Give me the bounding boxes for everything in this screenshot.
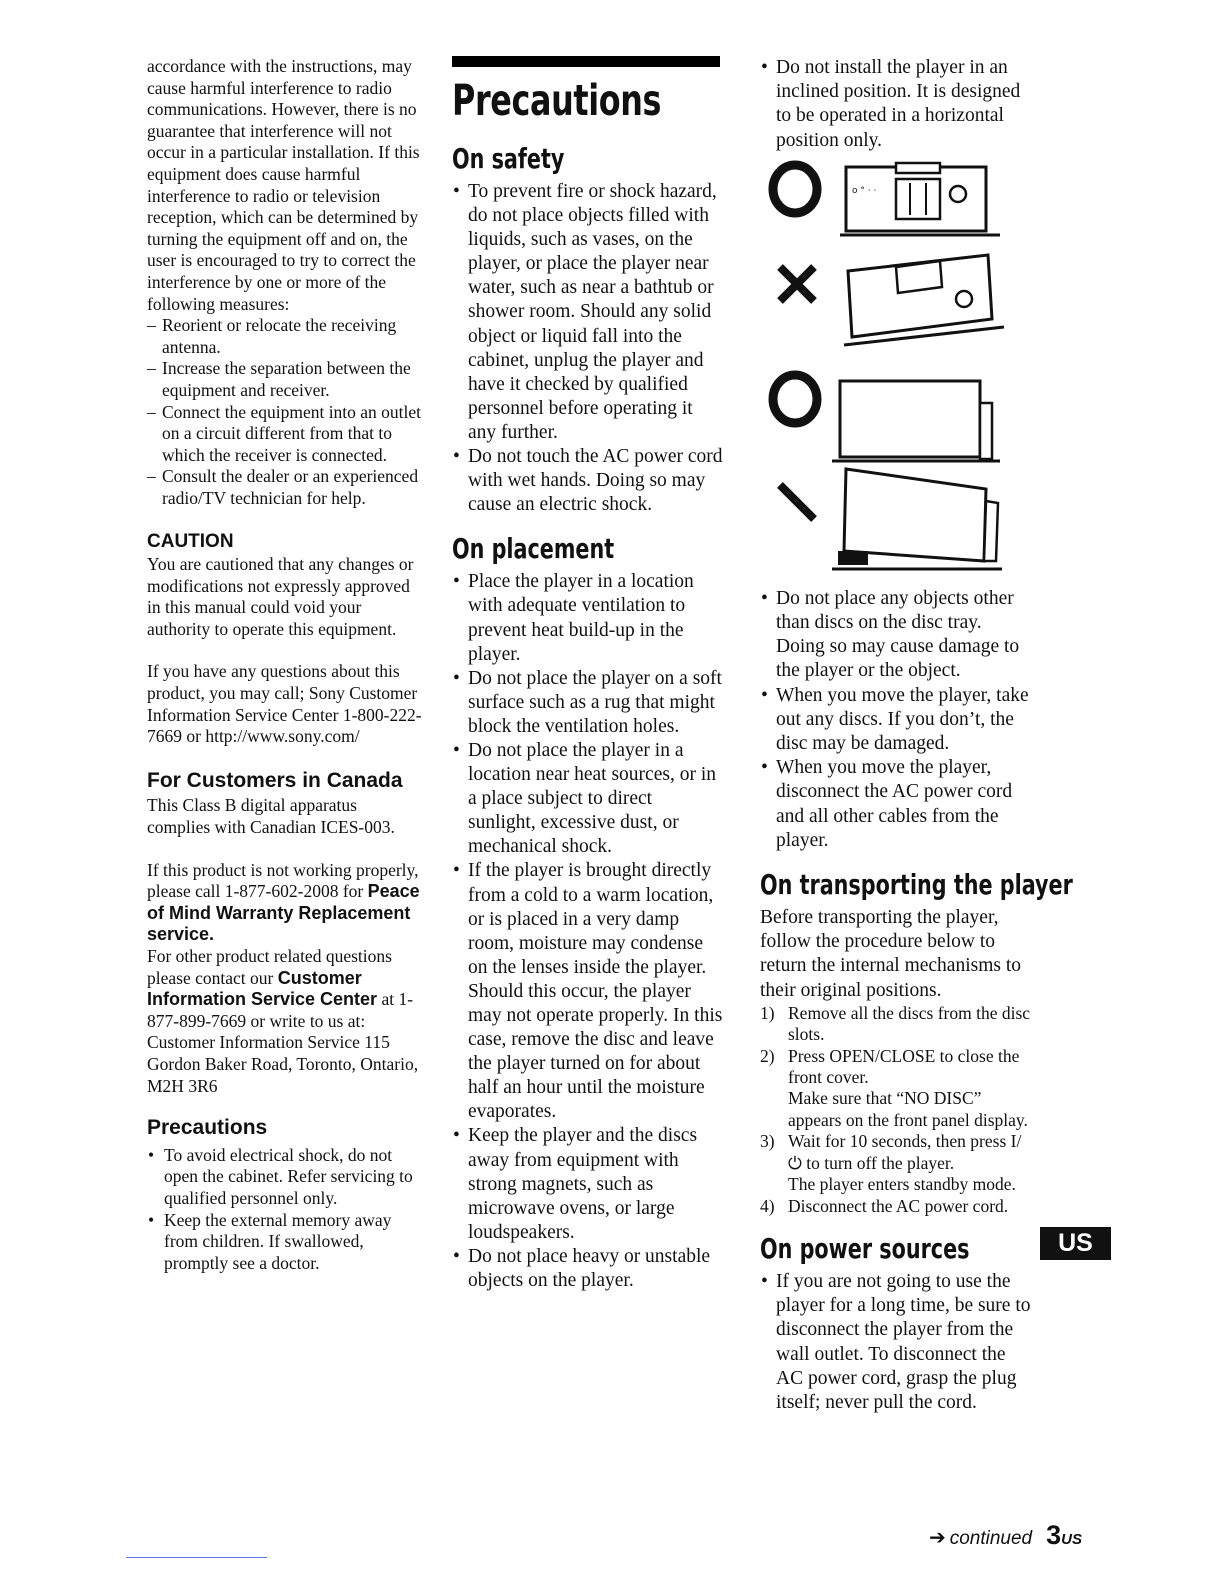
list-item: • Do not place the player in a location near heat sources, or in a place subject to direct sunlight, excessive dust, or mechanical shock. <box>452 739 724 859</box>
list-item: • Do not place any objects other than discs on the disc tray. Doing so may cause damage to the player or the object. <box>760 587 1035 684</box>
region-tab: US <box>1040 1227 1111 1260</box>
list-item: • When you move the player, disconnect the AC power cord and all other cables from the player. <box>760 756 1035 853</box>
fcc-intro-text: accordance with the instructions, may cause harmful interference to radio communications. However, there is no guarantee that interference will not occur in a particular installation. If this equipment does cause harmful interference to radio or television reception, which can be determined by turning the equipment off and on, the user is encouraged to try to correct the interference by one or more of the following measures: <box>147 56 420 314</box>
placement-list <box>452 570 724 1293</box>
column-right <box>760 56 1073 1415</box>
ng-inclined-front <box>780 255 1004 345</box>
continued-label: continued <box>949 1528 1033 1549</box>
list-item: • Do not touch the AC power cord with wet hands. Doing so may cause an electric shock. <box>452 445 724 517</box>
step-text: Disconnect the AC power cord. <box>788 1195 1009 1216</box>
step-number: 1) <box>760 1002 775 1023</box>
caution-text: You are cautioned that any changes or modifications not expressly approved in this manual could void your authority to operate this equipment. <box>147 554 414 639</box>
placement-illustration <box>768 159 1008 577</box>
transport-intro: Before transporting the player, follow the procedure below to return the internal mechanisms to their original positions. <box>760 907 1022 1001</box>
transport-steps <box>760 1003 1035 1217</box>
step-text: Wait for 10 seconds, then press I/⏻ to turn off the player. <box>788 1131 1022 1173</box>
other-text-bold: Customer Information Service Center <box>147 967 378 1010</box>
ok-horizontal-front <box>773 163 1000 235</box>
step-number: 4) <box>760 1195 775 1216</box>
list-item: • Keep the external memory away from children. If swallowed, promptly see a doctor. <box>147 1210 422 1275</box>
caution-heading: CAUTION <box>147 531 234 553</box>
safety-heading: On safety <box>452 142 565 175</box>
ok-horizontal-side <box>773 375 1000 461</box>
column-left <box>147 56 422 1274</box>
warranty-text-plain: If this product is not working properly, please call 1-877-602-2008 for <box>147 859 419 902</box>
safety-list <box>452 180 724 517</box>
page-title: Precautions <box>452 76 662 126</box>
page-footer <box>929 1520 1082 1551</box>
step-note: The player enters standby mode. <box>788 1174 1016 1195</box>
step-text: Remove all the discs from the disc slots. <box>788 1002 1031 1045</box>
other-text-plain: For other product related questions please contact our <box>147 945 392 988</box>
precautions-list <box>147 1145 422 1275</box>
canada-text: This Class B digital apparatus complies with Canadian ICES-003. <box>147 795 395 837</box>
list-item: • Place the player in a location with adequate ventilation to prevent heat build-up in the player. <box>452 570 724 666</box>
svg-text:o ° · ·: o ° · · <box>852 185 877 196</box>
other-questions-text <box>147 946 422 1097</box>
list-item <box>760 1046 1035 1132</box>
incline-list <box>760 56 1035 153</box>
warranty-text-bold: Peace of Mind Warranty Replacement service. <box>147 881 420 945</box>
list-item: • Do not place heavy or unstable objects on the player. <box>452 1245 724 1293</box>
list-item: • To prevent fire or shock hazard, do not place objects filled with liquids, such as vases, on the player, or place the player near water, such as near a bathtub or shower room. Should any solid object or liquid fall into the cabinet, unplug the player and have it checked by qualified personnel before operating it any further. <box>452 180 724 445</box>
column-middle <box>452 56 724 1293</box>
list-item: – Reorient or relocate the receiving antenna. <box>147 315 422 358</box>
arrow-right-icon: ➔ <box>928 1527 946 1549</box>
list-item: • If you are not going to use the player for a long time, be sure to disconnect the player from the wall outlet. To disconnect the AC power cord, grasp the plug itself; never pull the cord. <box>760 1270 1035 1415</box>
placement-heading: On placement <box>452 532 615 566</box>
step-note: Make sure that “NO DISC” appears on the front panel display. <box>788 1088 1028 1130</box>
warranty-text <box>147 860 422 946</box>
list-item: • To avoid electrical shock, do not open the cabinet. Refer servicing to qualified personnel only. <box>147 1145 422 1210</box>
bottom-rule <box>126 1557 267 1558</box>
other-text-address: at 1-877-899-7669 or write to us at: Customer Information Service 115 Gordon Baker Road, Toronto, Ontario, M2H 3R6 <box>147 989 419 1096</box>
step-number: 3) <box>760 1131 775 1152</box>
page-suffix: US <box>1061 1531 1082 1548</box>
ng-inclined-side <box>780 469 1002 569</box>
power-heading: On power sources <box>760 1231 970 1265</box>
list-item: – Increase the separation between the equipment and receiver. <box>147 358 422 401</box>
page-number: 3 <box>1046 1520 1062 1550</box>
list-item <box>760 1196 1035 1217</box>
transport-heading: On transporting the player <box>760 868 1073 902</box>
questions-text: If you have any questions about this product, you may call; Sony Customer Information Service Center 1-800-222-7669 or http://www.sony.com/ <box>147 661 422 747</box>
list-item <box>760 1003 1035 1046</box>
measures-list <box>147 315 422 509</box>
list-item: • When you move the player, take out any discs. If you don’t, the disc may be damaged. <box>760 684 1035 757</box>
canada-heading: For Customers in Canada <box>147 768 403 792</box>
step-number: 2) <box>760 1045 775 1066</box>
disc-handling-list <box>760 587 1035 853</box>
list-item: • Do not place the player on a soft surface such as a rug that might block the ventilation holes. <box>452 667 724 739</box>
list-item: • If the player is brought directly from a cold to a warm location, or is placed in a very damp room, moisture may condense on the lenses inside the player. Should this occur, the player may not operate properly. In this case, remove the disc and leave the player turned on for about half an hour until the moisture evaporates. <box>452 859 724 1124</box>
step-text: Press OPEN/CLOSE to close the front cover. <box>788 1045 1020 1088</box>
list-item <box>760 1131 1035 1195</box>
list-item: – Consult the dealer or an experienced radio/TV technician for help. <box>147 466 422 509</box>
list-item: • Do not install the player in an inclined position. It is designed to be operated in a horizontal position only. <box>760 56 1035 153</box>
list-item: – Connect the equipment into an outlet on a circuit different from that to which the receiver is connected. <box>147 402 422 467</box>
list-item: • Keep the player and the discs away from equipment with strong magnets, such as microwave ovens, or large loudspeakers. <box>452 1124 724 1244</box>
power-list <box>760 1270 1035 1415</box>
precautions-heading-small: Precautions <box>147 1116 268 1140</box>
title-rule <box>452 56 720 67</box>
